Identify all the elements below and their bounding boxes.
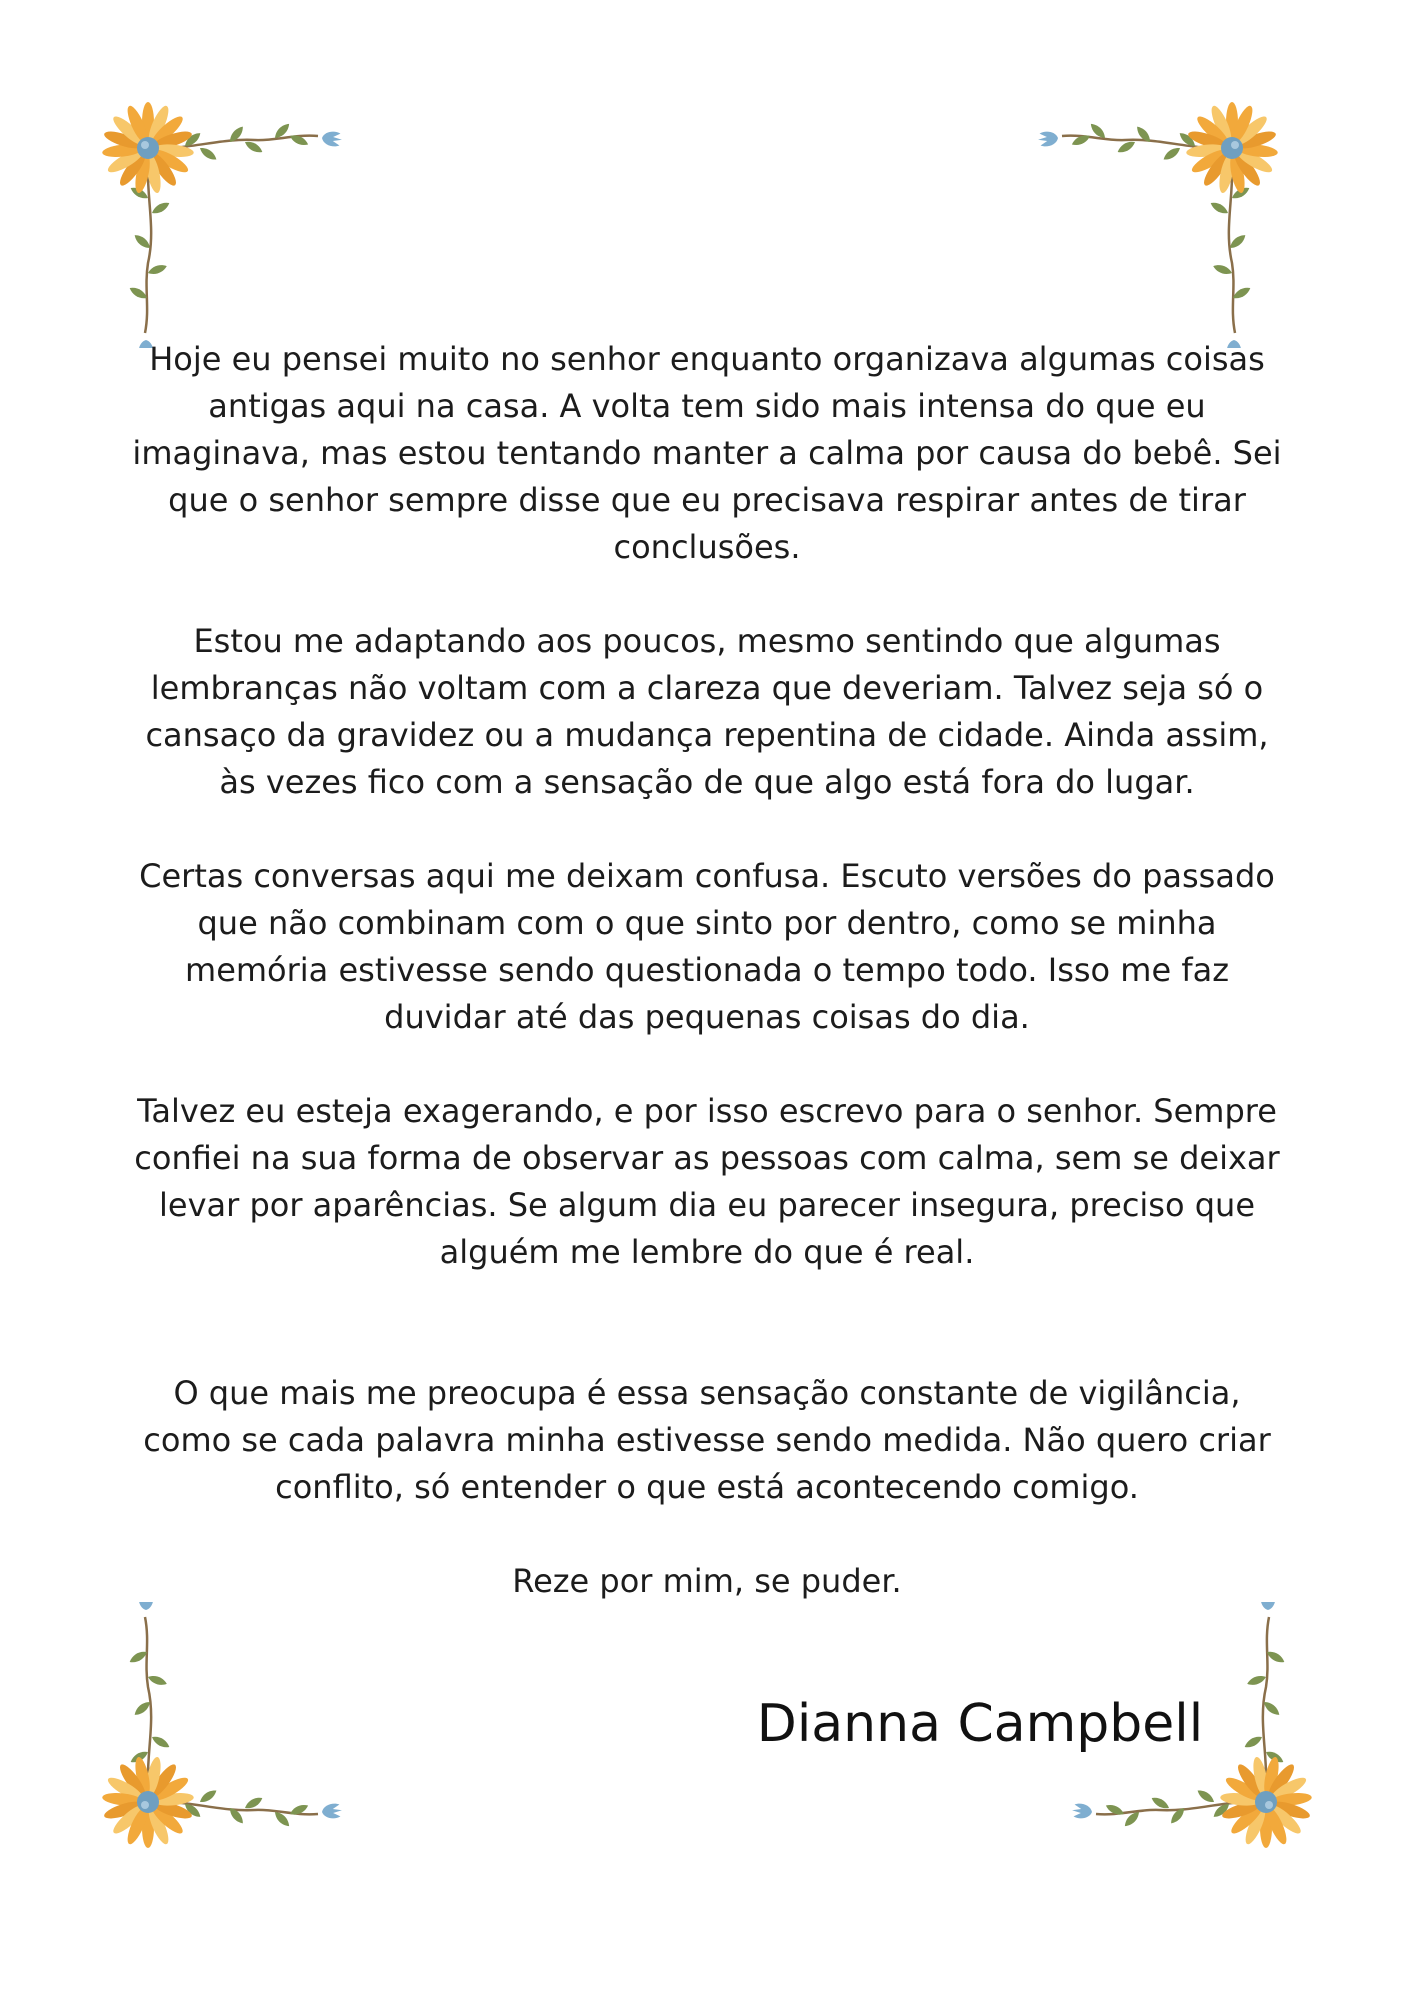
- letter-paragraph: Talvez eu esteja exagerando, e por isso escrevo para o senhor. Sempre confiei na sua forma de observar as pessoas com calma, sem se deixar levar por aparências. Se algum dia eu parecer insegura, preciso que alguém me lembre do que é real.: [134, 1092, 1280, 1271]
- letter-paragraph: Hoje eu pensei muito no senhor enquanto organizava algumas coisas antigas aqui na casa. A volta tem sido mais intensa do que eu imaginava, mas estou tentando manter a calma por causa do bebê. Sei que o senhor sempre disse que eu precisava respirar antes de tirar conclusões.: [132, 340, 1282, 566]
- floral-corner-icon: [90, 88, 350, 348]
- floral-corner-bottom-left: [90, 1602, 350, 1862]
- floral-corner-top-left: [90, 88, 350, 348]
- signature: Dianna Campbell: [756, 1694, 1204, 1754]
- floral-corner-icon: [1030, 88, 1290, 348]
- letter-body: [130, 336, 1284, 1605]
- letter-paragraph: Certas conversas aqui me deixam confusa. Escuto versões do passado que não combinam com o que sinto por dentro, como se minha memória estivesse sendo questionada o tempo todo. Isso me faz duvidar até das pequenas coisas do dia.: [139, 857, 1275, 1036]
- floral-corner-icon: [90, 1602, 350, 1862]
- letter-paragraph: O que mais me preocupa é essa sensação constante de vigilância, como se cada palavra minha estivesse sendo medida. Não quero criar conflito, só entender o que está acontecendo comigo.: [143, 1374, 1271, 1506]
- letter-paragraph: Estou me adaptando aos poucos, mesmo sentindo que algumas lembranças não voltam com a clareza que deveriam. Talvez seja só o cansaço da gravidez ou a mudança repentina de cidade. Ainda assim, às vezes fico com a sensação de que algo está fora do lugar.: [145, 622, 1269, 801]
- floral-corner-top-right: [1030, 88, 1290, 348]
- letter-closing: Reze por mim, se puder.: [512, 1562, 902, 1600]
